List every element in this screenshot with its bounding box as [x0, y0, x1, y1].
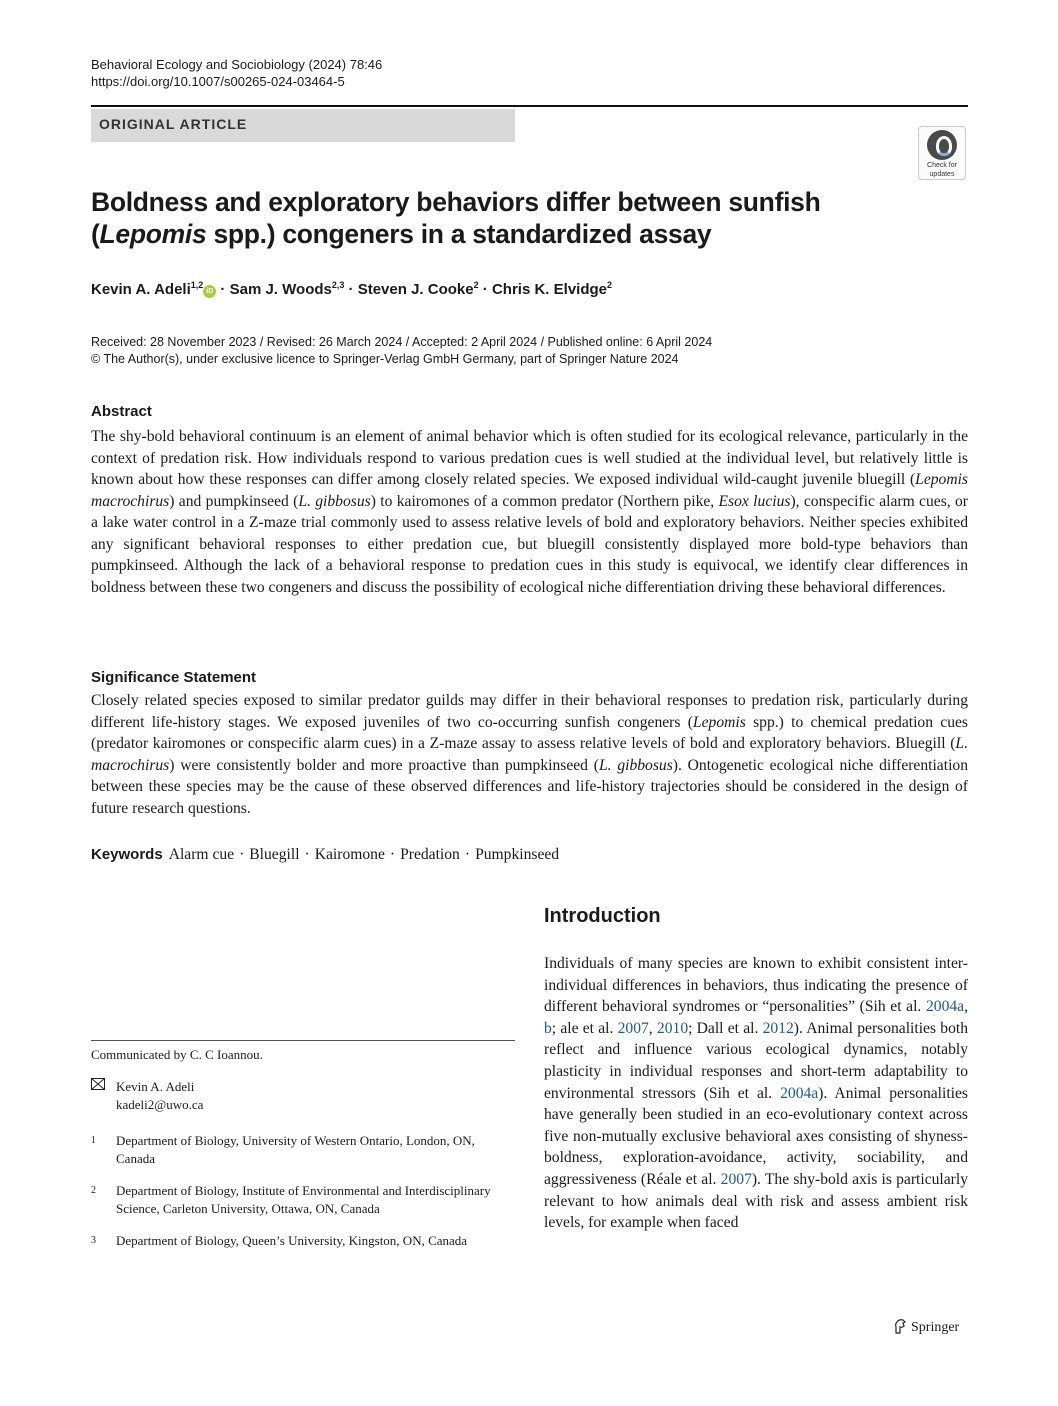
header-rule — [91, 105, 968, 107]
keyword-separator: · — [304, 846, 310, 863]
species-name: L. macrochirus — [91, 735, 968, 774]
author-separator: · — [216, 281, 230, 298]
affiliation-number: 2 — [91, 1185, 96, 1196]
corresponding-author — [91, 1078, 515, 1114]
keyword-separator: · — [239, 846, 245, 863]
article-type-banner: ORIGINAL ARTICLE — [91, 109, 515, 142]
author-name[interactable]: Chris K. Elvidge — [491, 281, 607, 298]
copyright-line: © The Author(s), under exclusive licence to Springer-Verlag GmbH Germany, part of Springer Nature 2024 — [91, 352, 679, 366]
species-name: Esox lucius — [718, 492, 791, 510]
affiliation — [91, 1132, 515, 1168]
keyword-separator: · — [389, 846, 396, 863]
intro-run: ). The shy-bold axis is particularly relevant to how animals deal with risk and assess ambient risk levels, for example when faced — [544, 1170, 968, 1232]
species-name: L. gibbosus — [598, 756, 673, 774]
author-separator: · — [344, 281, 358, 298]
author-affiliation: 1,2 — [190, 280, 204, 290]
abstract-text — [91, 426, 968, 598]
significance-run: Closely related species exposed to similar predator guilds may differ in their behavioral responses to predation risk, particularly during different life-history stages. We exposed juveniles of two co-occurring sunfish congeners ( — [91, 692, 968, 731]
intro-run: , — [648, 1019, 657, 1037]
intro-run: ; ale et al. — [551, 1019, 618, 1037]
citation-link[interactable]: 2012 — [762, 1019, 794, 1037]
abstract-run: The shy-bold behavioral continuum is an element of animal behavior which is often studied for its ecological relevance, particularly in the context of predation risk. How individuals respond to various predation cues is well studied at the individual level, but relatively little is known about how these responses can differ among closely related species. We exposed individual wild-caught juvenile bluegill ( — [91, 428, 968, 488]
significance-run: ) were consistently bolder and more proactive than pumpkinseed ( — [169, 756, 599, 774]
crossmark-label-2: updates — [929, 171, 955, 178]
keywords — [91, 846, 559, 864]
author-affiliation: 2 — [473, 280, 479, 290]
corresponding-email[interactable]: kadeli2@uwo.ca — [116, 1097, 204, 1112]
title-text-end: spp.) congeners in a standardized assay — [206, 219, 712, 249]
keyword: Alarm cue — [168, 846, 235, 863]
keyword-separator: · — [464, 846, 471, 863]
citation-link[interactable]: 2007 — [617, 1019, 649, 1037]
author-name[interactable]: Sam J. Woods — [229, 281, 332, 298]
affiliation-text: Department of Biology, University of Western Ontario, London, ON, Canada — [116, 1133, 475, 1166]
affiliation-number: 3 — [91, 1235, 96, 1246]
citation-link[interactable]: 2004a — [925, 998, 965, 1016]
springer-horse-icon — [893, 1318, 907, 1334]
keyword: Predation — [400, 846, 460, 863]
envelope-icon — [91, 1078, 116, 1114]
communicated-by — [91, 1046, 515, 1064]
affiliation-text: Department of Biology, Institute of Environmental and Interdisciplinary Science, Carleton University, Ottawa, ON, Canada — [116, 1183, 491, 1216]
significance-run: spp.) to chemical predation cues (predator kairomones or conspecific alarm cues) in a Z-maze assay to assess relative levels of bold and exploratory behaviors. Bluegill ( — [91, 713, 968, 752]
title-genus: Lepomis — [99, 219, 207, 249]
intro-run: ). Animal personalities both reflect and influence various ecological dynamics, notably plasticity in individual responses and short-term adaptability to environmental stressors (Sih et al. — [544, 1019, 968, 1102]
publication-history — [91, 334, 712, 368]
citation-link[interactable]: 2004a — [780, 1084, 819, 1102]
abstract-run: ) and pumpkinseed ( — [169, 492, 299, 510]
intro-run: , — [964, 998, 968, 1016]
abstract-run: ) to kairomones of a common predator (Northern pike, — [370, 492, 719, 510]
publisher-name: Springer — [911, 1320, 960, 1335]
introduction-heading: Introduction — [544, 905, 661, 927]
journal-citation: Behavioral Ecology and Sociobiology (2024) 78:46 — [91, 57, 383, 72]
author-name[interactable]: Kevin A. Adeli — [91, 281, 191, 298]
species-name: L. gibbosus — [298, 492, 371, 510]
crossmark-icon — [927, 130, 957, 160]
keywords-heading: Keywords — [91, 846, 163, 863]
citation-link[interactable]: 2010 — [656, 1019, 689, 1037]
keyword: Bluegill — [249, 846, 300, 863]
significance-run: ). Ontogenetic ecological niche differentiation between these species may be the cause of these observed differences and life-history trajectories should be considered in the design of future research questions. — [91, 756, 968, 817]
keyword: Pumpkinseed — [475, 846, 560, 863]
dates-line: Received: 28 November 2023 / Revised: 26 March 2024 / Accepted: 2 April 2024 / Published online: 6 April 2024 — [91, 335, 713, 349]
introduction-text — [544, 953, 968, 1234]
crossmark-label-1: Check for — [927, 162, 957, 169]
footnote-rule — [91, 1040, 515, 1041]
intro-run: ; Dall et al. — [688, 1019, 763, 1037]
author-affiliation: 2 — [607, 280, 613, 290]
affiliation-number: 1 — [91, 1135, 96, 1146]
doi-link[interactable]: https://doi.org/10.1007/s00265-024-03464-5 — [91, 74, 345, 89]
species-name: Lepomis macrochirus — [91, 471, 968, 510]
abstract-heading: Abstract — [91, 403, 152, 420]
abstract-run: ), conspecific alarm cues, or a lake water control in a Z-maze trial commonly used to assess relative levels of bold and exploratory behaviors. Neither species exhibited any significant behavioral responses to either predation cue, but bluegill consistently displayed more bold-type behaviors than pumpkinseed. Although the lack of a behavioral response to predation cues in this study is equivocal, we identify clear differences in boldness between these two congeners and discuss the possibility of ecological niche differentiation driving these behavioral differences. — [91, 492, 968, 596]
author-affiliation: 2,3 — [331, 280, 345, 290]
title-text: Boldness and exploratory behaviors differ between sunfish ( — [91, 187, 821, 249]
citation-link[interactable]: 2007 — [720, 1170, 752, 1188]
crossmark-badge[interactable] — [918, 126, 966, 180]
intro-run: Individuals of many species are known to exhibit consistent inter-individual differences in behaviors, thus indicating the presence of different behavioral syndromes or “personalities” (Sih et al. — [544, 955, 968, 1016]
keyword: Kairomone — [314, 846, 385, 863]
significance-text — [91, 690, 968, 819]
affiliation-text: Department of Biology, Queen’s University, Kingston, ON, Canada — [116, 1233, 468, 1248]
journal-header — [91, 56, 382, 90]
significance-heading: Significance Statement — [91, 669, 257, 686]
article-title — [91, 186, 911, 250]
corresponding-name: Kevin A. Adeli — [116, 1079, 195, 1094]
citation-link[interactable]: b — [544, 1019, 552, 1037]
affiliation — [91, 1232, 515, 1250]
author-name[interactable]: Steven J. Cooke — [357, 281, 474, 298]
footnotes — [91, 1046, 515, 1259]
publisher-logo — [893, 1318, 959, 1336]
intro-run: ). Animal personalities have generally been studied in an eco-evolutionary context across five non-mutually exclusive behavioral axes consisting of shyness-boldness, exploration-avoidance, activity, sociability, and aggressiveness (Réale et al. — [544, 1084, 969, 1188]
communicated-text: Communicated by C. C Ioannou. — [91, 1047, 263, 1062]
author-list — [91, 280, 612, 298]
author-separator: · — [478, 281, 492, 298]
affiliation — [91, 1182, 515, 1218]
orcid-icon[interactable]: iD — [203, 285, 216, 298]
species-name: Lepomis — [692, 713, 746, 731]
